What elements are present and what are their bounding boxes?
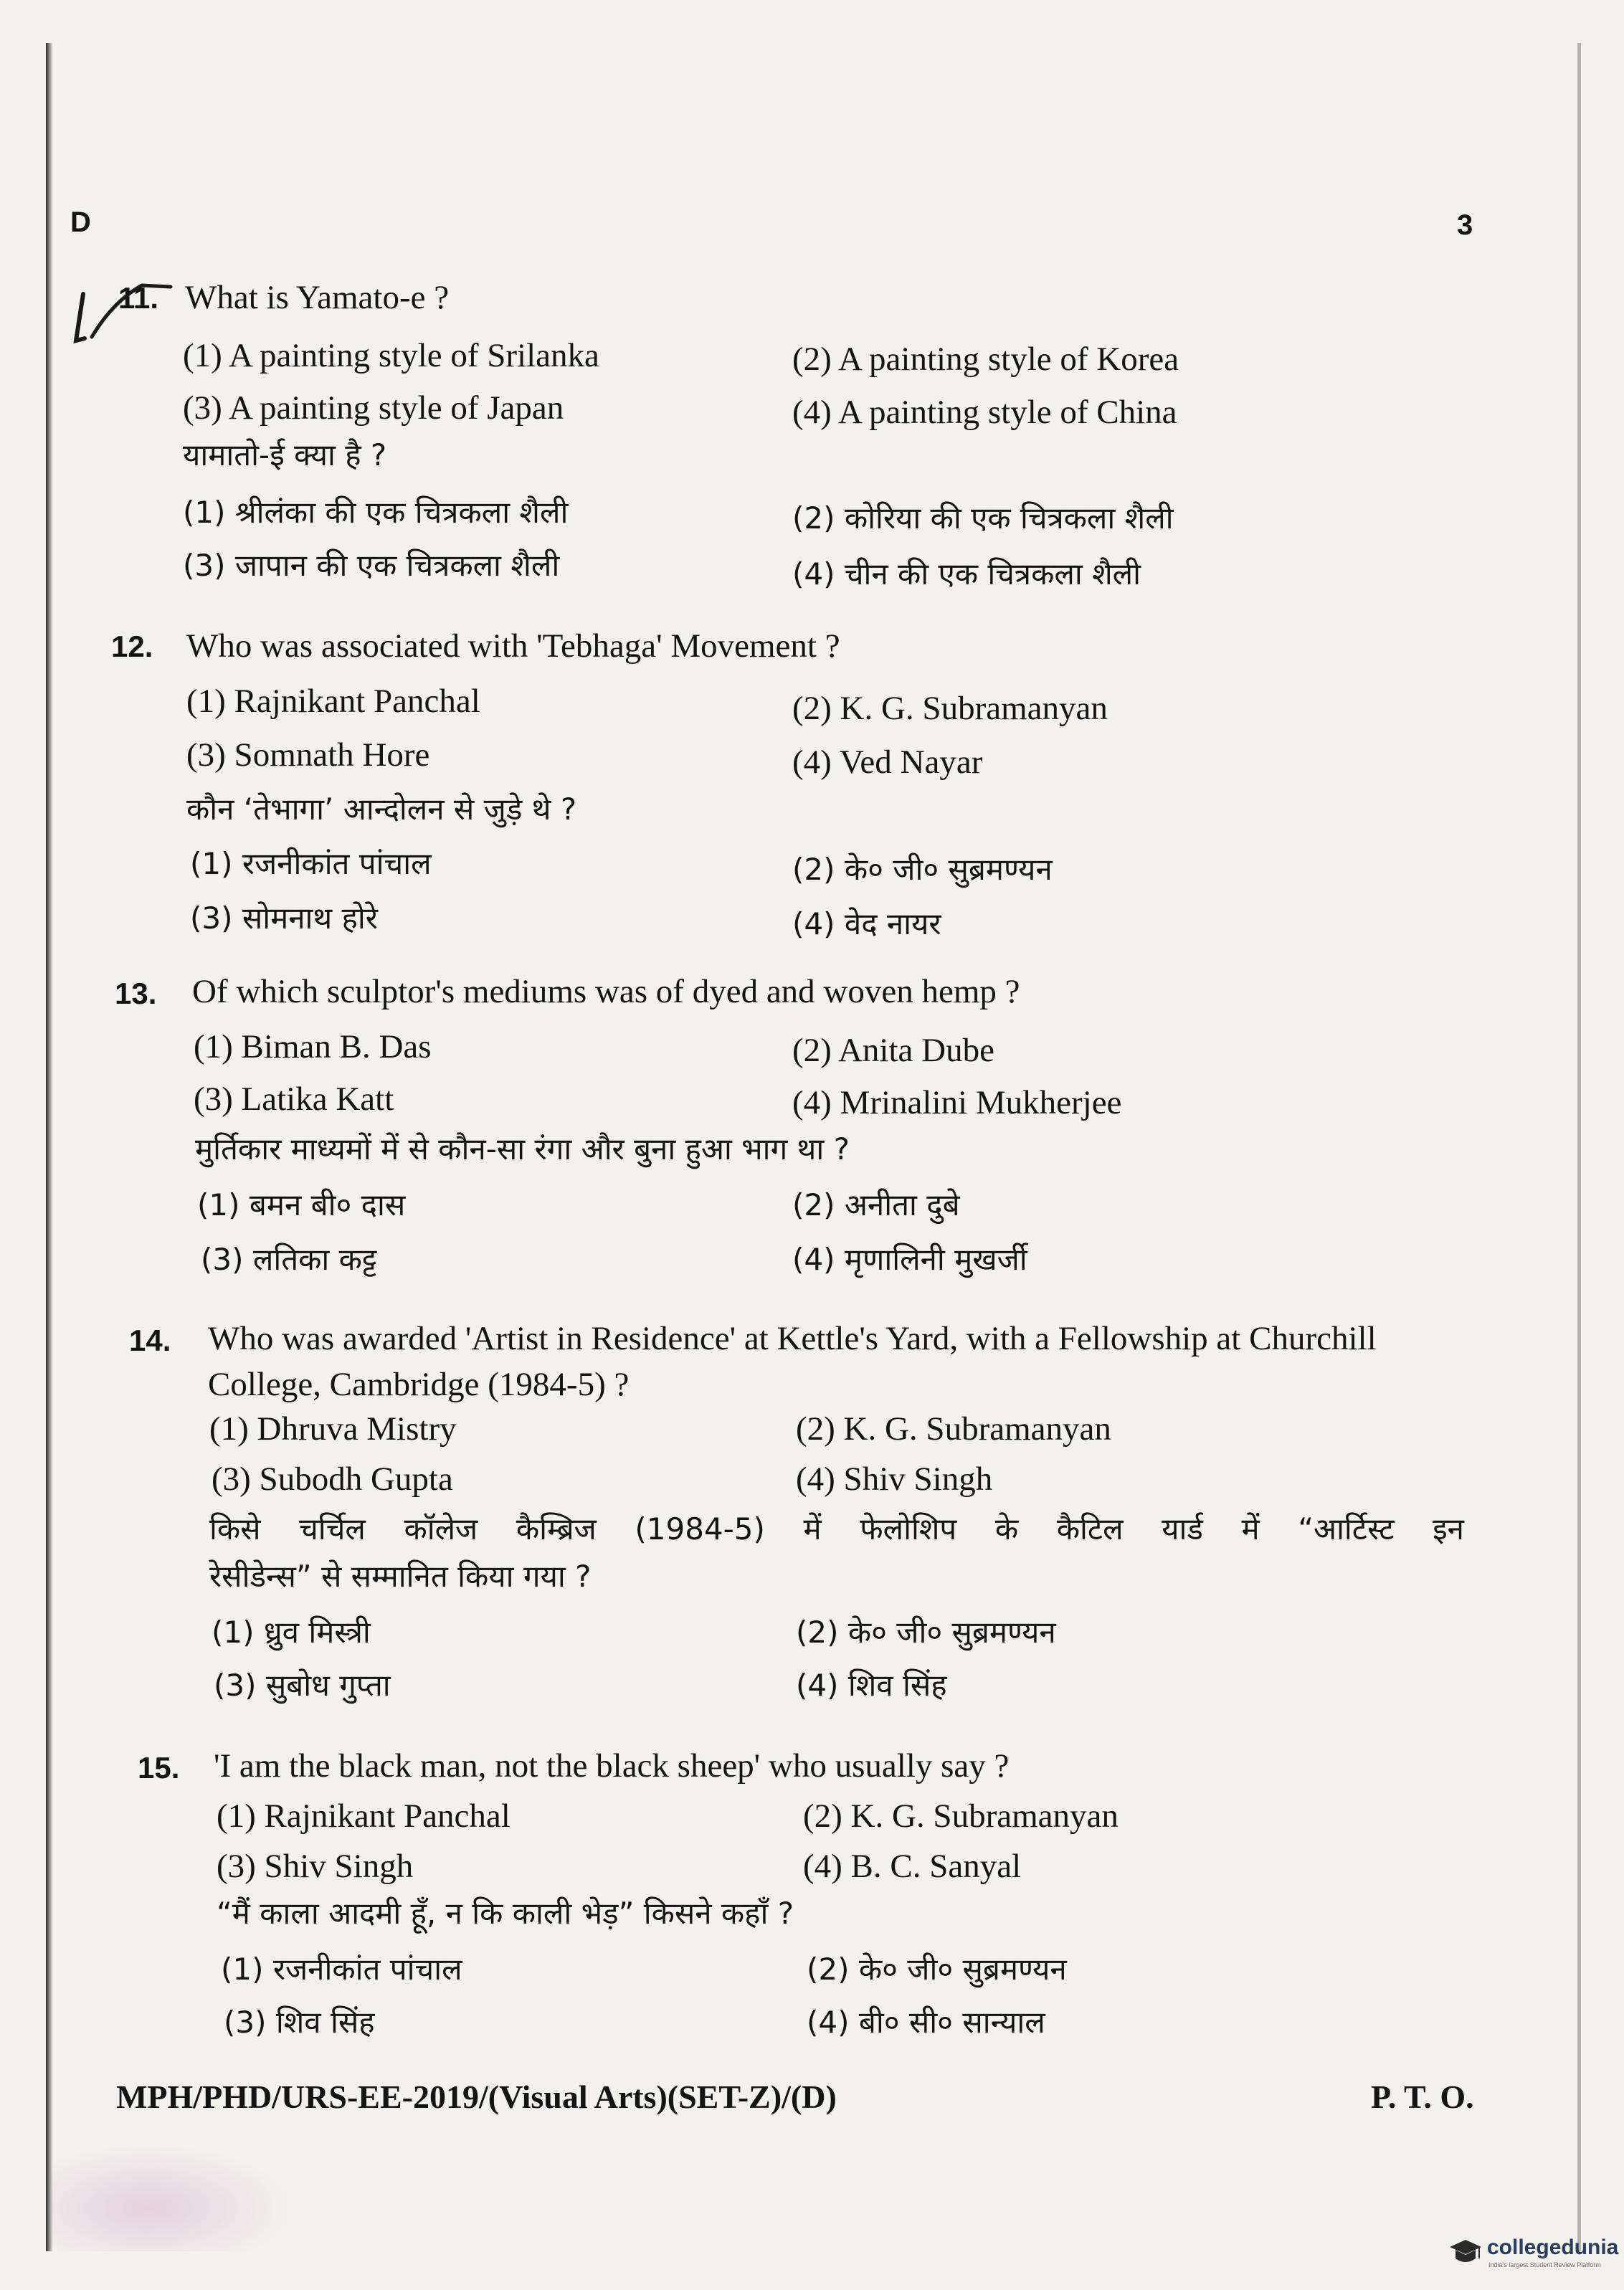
question-13-number: 13. — [115, 977, 157, 1010]
question-14-text-en-line-2: College, Cambridge (1984-5) ? — [208, 1366, 630, 1403]
question-11-text-en: What is Yamato-e ? — [185, 279, 450, 316]
footer-exam-code: MPH/PHD/URS-EE-2019/(Visual Arts)(SET-Z)/(D) — [116, 2078, 837, 2115]
q14-option-4-hi: (4) शिव सिंह — [796, 1668, 947, 1703]
question-15-text-en: 'I am the black man, not the black sheep' who usually say ? — [214, 1747, 1010, 1785]
q13-option-4-en: (4) Mrinalini Mukherjee — [792, 1084, 1122, 1121]
question-12-text-en: Who was associated with 'Tebhaga' Movement ? — [186, 627, 840, 665]
q11-option-2-en: (2) A painting style of Korea — [792, 341, 1179, 378]
question-15-number: 15. — [138, 1751, 180, 1785]
smudge-mark — [50, 2144, 294, 2251]
question-14-text-hi-line-1: किसे चर्चिल कॉलेज कैम्ब्रिज (1984-5) में फेलोशिप के कैटिल यार्ड में “आर्टिस्ट इन — [209, 1511, 1464, 1547]
q12-option-3-hi: (3) सोमनाथ होरे — [190, 901, 378, 936]
q11-option-3-hi: (3) जापान की एक चित्रकला शैली — [183, 548, 560, 583]
graduation-cap-icon — [1448, 2237, 1483, 2268]
q15-option-2-en: (2) K. G. Subramanyan — [803, 1797, 1119, 1835]
q12-option-1-hi: (1) रजनीकांत पांचाल — [190, 846, 432, 881]
question-14-number: 14. — [129, 1324, 171, 1357]
q14-option-4-en: (4) Shiv Singh — [796, 1460, 993, 1498]
q14-option-1-hi: (1) ध्रुव मिस्त्री — [212, 1615, 371, 1650]
q12-option-2-en: (2) K. G. Subramanyan — [792, 690, 1108, 727]
q11-option-4-en: (4) A painting style of China — [792, 394, 1177, 431]
q13-option-1-hi: (1) बमन बी० दास — [197, 1187, 406, 1222]
q12-option-2-hi: (2) के० जी० सुब्रमण्यन — [792, 852, 1053, 887]
q13-option-1-en: (1) Biman B. Das — [194, 1028, 432, 1065]
q14-option-2-hi: (2) के० जी० सुब्रमण्यन — [796, 1615, 1056, 1650]
q13-option-2-en: (2) Anita Dube — [792, 1032, 994, 1069]
brand-name: collegedunia — [1487, 2236, 1619, 2259]
q13-option-4-hi: (4) मृणालिनी मुखर्जी — [792, 1242, 1027, 1277]
q12-option-1-en: (1) Rajnikant Panchal — [186, 683, 480, 720]
question-12-text-hi: कौन ‘तेभागा’ आन्दोलन से जुड़े थे ? — [186, 792, 577, 827]
q15-option-1-en: (1) Rajnikant Panchal — [217, 1797, 511, 1835]
q14-option-3-en: (3) Subodh Gupta — [212, 1460, 453, 1498]
q13-option-3-hi: (3) लतिका कट्ट — [201, 1242, 377, 1277]
q11-option-3-en: (3) A painting style of Japan — [183, 389, 564, 427]
q11-option-1-hi: (1) श्रीलंका की एक चित्रकला शैली — [183, 495, 569, 530]
q15-option-3-hi: (3) शिव सिंह — [224, 2005, 375, 2040]
q11-option-2-hi: (2) कोरिया की एक चित्रकला शैली — [792, 500, 1174, 536]
footer-pto: P. T. O. — [1371, 2078, 1474, 2115]
q15-option-1-hi: (1) रजनीकांत पांचाल — [221, 1952, 462, 1987]
q15-option-3-en: (3) Shiv Singh — [217, 1848, 414, 1885]
q12-option-4-hi: (4) वेद नायर — [792, 906, 941, 941]
q15-option-4-hi: (4) बी० सी० सान्याल — [807, 2005, 1045, 2040]
collegedunia-watermark — [1448, 2230, 1624, 2280]
question-13-text-hi: मुर्तिकार माध्यमों में से कौन-सा रंगा और बुना हुआ भाग था ? — [195, 1131, 850, 1167]
q11-option-1-en: (1) A painting style of Srilanka — [183, 337, 599, 374]
question-11-text-hi: यामातो-ई क्या है ? — [183, 437, 387, 472]
q14-option-3-hi: (3) सुबोध गुप्ता — [214, 1668, 391, 1703]
page-number: 3 — [1457, 209, 1473, 241]
q11-option-4-hi: (4) चीन की एक चित्रकला शैली — [792, 556, 1141, 591]
page-edge-left — [46, 43, 53, 2251]
question-14-text-en-line-1: Who was awarded 'Artist in Residence' at Kettle's Yard, with a Fellowship at Churchill — [208, 1320, 1377, 1357]
brand-tagline: India's largest Student Review Platform — [1488, 2261, 1601, 2268]
q14-option-1-en: (1) Dhruva Mistry — [209, 1410, 457, 1448]
question-15-text-hi: “मैं काला आदमी हूँ, न कि काली भेड़” किसने कहाँ ? — [217, 1896, 794, 1931]
q14-option-2-en: (2) K. G. Subramanyan — [796, 1410, 1111, 1448]
q13-option-2-hi: (2) अनीता दुबे — [792, 1187, 960, 1222]
question-12-number: 12. — [111, 629, 153, 663]
q13-option-3-en: (3) Latika Katt — [194, 1080, 394, 1118]
q15-option-4-en: (4) B. C. Sanyal — [803, 1848, 1022, 1885]
question-11-number: 11. — [118, 281, 159, 315]
q12-option-3-en: (3) Somnath Hore — [186, 736, 430, 774]
page-edge-right — [1577, 43, 1581, 2251]
question-14-text-hi-line-2: रेसीडेन्स” से सम्मानित किया गया ? — [209, 1559, 592, 1594]
question-13-text-en: Of which sculptor's mediums was of dyed and woven hemp ? — [192, 973, 1020, 1010]
set-label: D — [70, 206, 91, 238]
q15-option-2-hi: (2) के० जी० सुब्रमण्यन — [807, 1952, 1067, 1987]
q12-option-4-en: (4) Ved Nayar — [792, 743, 983, 781]
